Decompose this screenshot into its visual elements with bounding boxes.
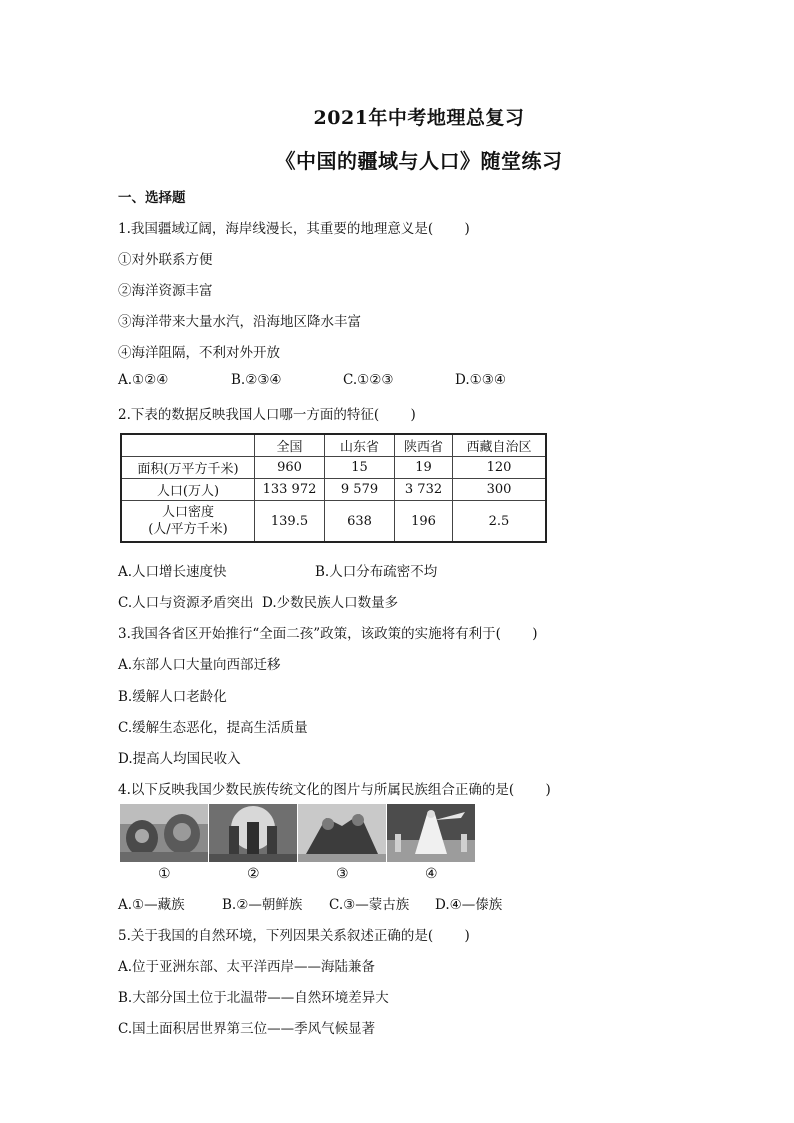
question-5-option-b: B.大部分国土位于北温带——自然环境差异大: [118, 990, 389, 1006]
photo-label-1: ①: [158, 866, 171, 882]
question-2-option-a: A.人口增长速度快: [118, 564, 227, 580]
photo-label-4: ④: [425, 866, 438, 882]
population-table: [120, 433, 547, 543]
table-cell: 300: [453, 479, 547, 501]
table-cell: 2.5: [453, 501, 547, 543]
question-2-option-b: B.人口分布疏密不均: [315, 564, 438, 580]
table-cell: 960: [255, 457, 325, 479]
question-1-item: ③海洋带来大量水汽，沿海地区降水丰富: [118, 314, 361, 330]
question-1-stem: 1.我国疆域辽阔，海岸线漫长，其重要的地理意义是( ): [118, 221, 470, 237]
question-1-option-c: C.①②③: [343, 372, 394, 388]
question-4-option-a: A.①—藏族: [118, 897, 185, 913]
question-4-option-d: D.④—傣族: [435, 897, 503, 913]
table-header-cell: 全国: [255, 434, 325, 457]
question-3-option-c: C.缓解生态恶化，提高生活质量: [118, 720, 308, 736]
question-4-option-b: B.②—朝鲜族: [222, 897, 303, 913]
question-1-item: ④海洋阻隔，不利对外开放: [118, 345, 280, 361]
question-1-item: ②海洋资源丰富: [118, 283, 213, 299]
table-header-cell: [121, 434, 255, 457]
photo-2: [209, 804, 297, 862]
table-cell: 人口(万人): [121, 479, 255, 501]
question-3-option-a: A.东部人口大量向西部迁移: [118, 657, 281, 673]
section-heading: 一、选择题: [118, 190, 186, 206]
table-cell: 133 972: [255, 479, 325, 501]
table-cell: [121, 501, 255, 543]
table-cell: 面积(万平方千米): [121, 457, 255, 479]
photo-3: [298, 804, 386, 862]
question-2-option-d: D.少数民族人口数量多: [262, 595, 399, 611]
table-cell: 9 579: [325, 479, 395, 501]
question-1-item: ①对外联系方便: [118, 252, 213, 268]
question-1-option-a: A.①②④: [118, 372, 169, 388]
question-5-option-a: A.位于亚洲东部、太平洋西岸——海陆兼备: [118, 959, 376, 975]
question-4-option-c: C.③—蒙古族: [329, 897, 410, 913]
question-3-stem: 3.我国各省区开始推行“全面二孩”政策，该政策的实施将有利于( ): [118, 626, 538, 642]
table-cell: 3 732: [395, 479, 453, 501]
table-cell: 15: [325, 457, 395, 479]
density-label-line2: (人/平方千米): [148, 522, 228, 537]
table-cell: 120: [453, 457, 547, 479]
table-cell: 638: [325, 501, 395, 543]
table-cell: 19: [395, 457, 453, 479]
question-3-option-b: B.缓解人口老龄化: [118, 689, 227, 705]
page-title: 2021年中考地理总复习: [313, 107, 525, 129]
page-subtitle: 《中国的疆域与人口》随堂练习: [275, 149, 563, 173]
table-row: [121, 479, 546, 501]
table-cell: 196: [395, 501, 453, 543]
table-header-cell: 陕西省: [395, 434, 453, 457]
table-header-row: [121, 434, 546, 457]
table-cell: 139.5: [255, 501, 325, 543]
table-row: [121, 457, 546, 479]
question-1-option-b: B.②③④: [231, 372, 282, 388]
question-2-stem: 2.下表的数据反映我国人口哪一方面的特征( ): [118, 407, 416, 423]
photo-label-2: ②: [247, 866, 260, 882]
table-header-cell: 山东省: [325, 434, 395, 457]
question-3-option-d: D.提高人均国民收入: [118, 751, 241, 767]
photo-label-3: ③: [336, 866, 349, 882]
question-2-option-c: C.人口与资源矛盾突出: [118, 595, 254, 611]
photo-4: [387, 804, 475, 862]
question-4-stem: 4.以下反映我国少数民族传统文化的图片与所属民族组合正确的是( ): [118, 782, 551, 798]
question-5-stem: 5.关于我国的自然环境，下列因果关系叙述正确的是( ): [118, 928, 470, 944]
table-row: [121, 501, 546, 543]
question-5-option-c: C.国土面积居世界第三位——季风气候显著: [118, 1021, 376, 1037]
question-1-option-d: D.①③④: [455, 372, 506, 388]
table-header-cell: 西藏自治区: [453, 434, 547, 457]
density-label-line1: 人口密度: [161, 505, 214, 520]
photo-1: [120, 804, 208, 862]
